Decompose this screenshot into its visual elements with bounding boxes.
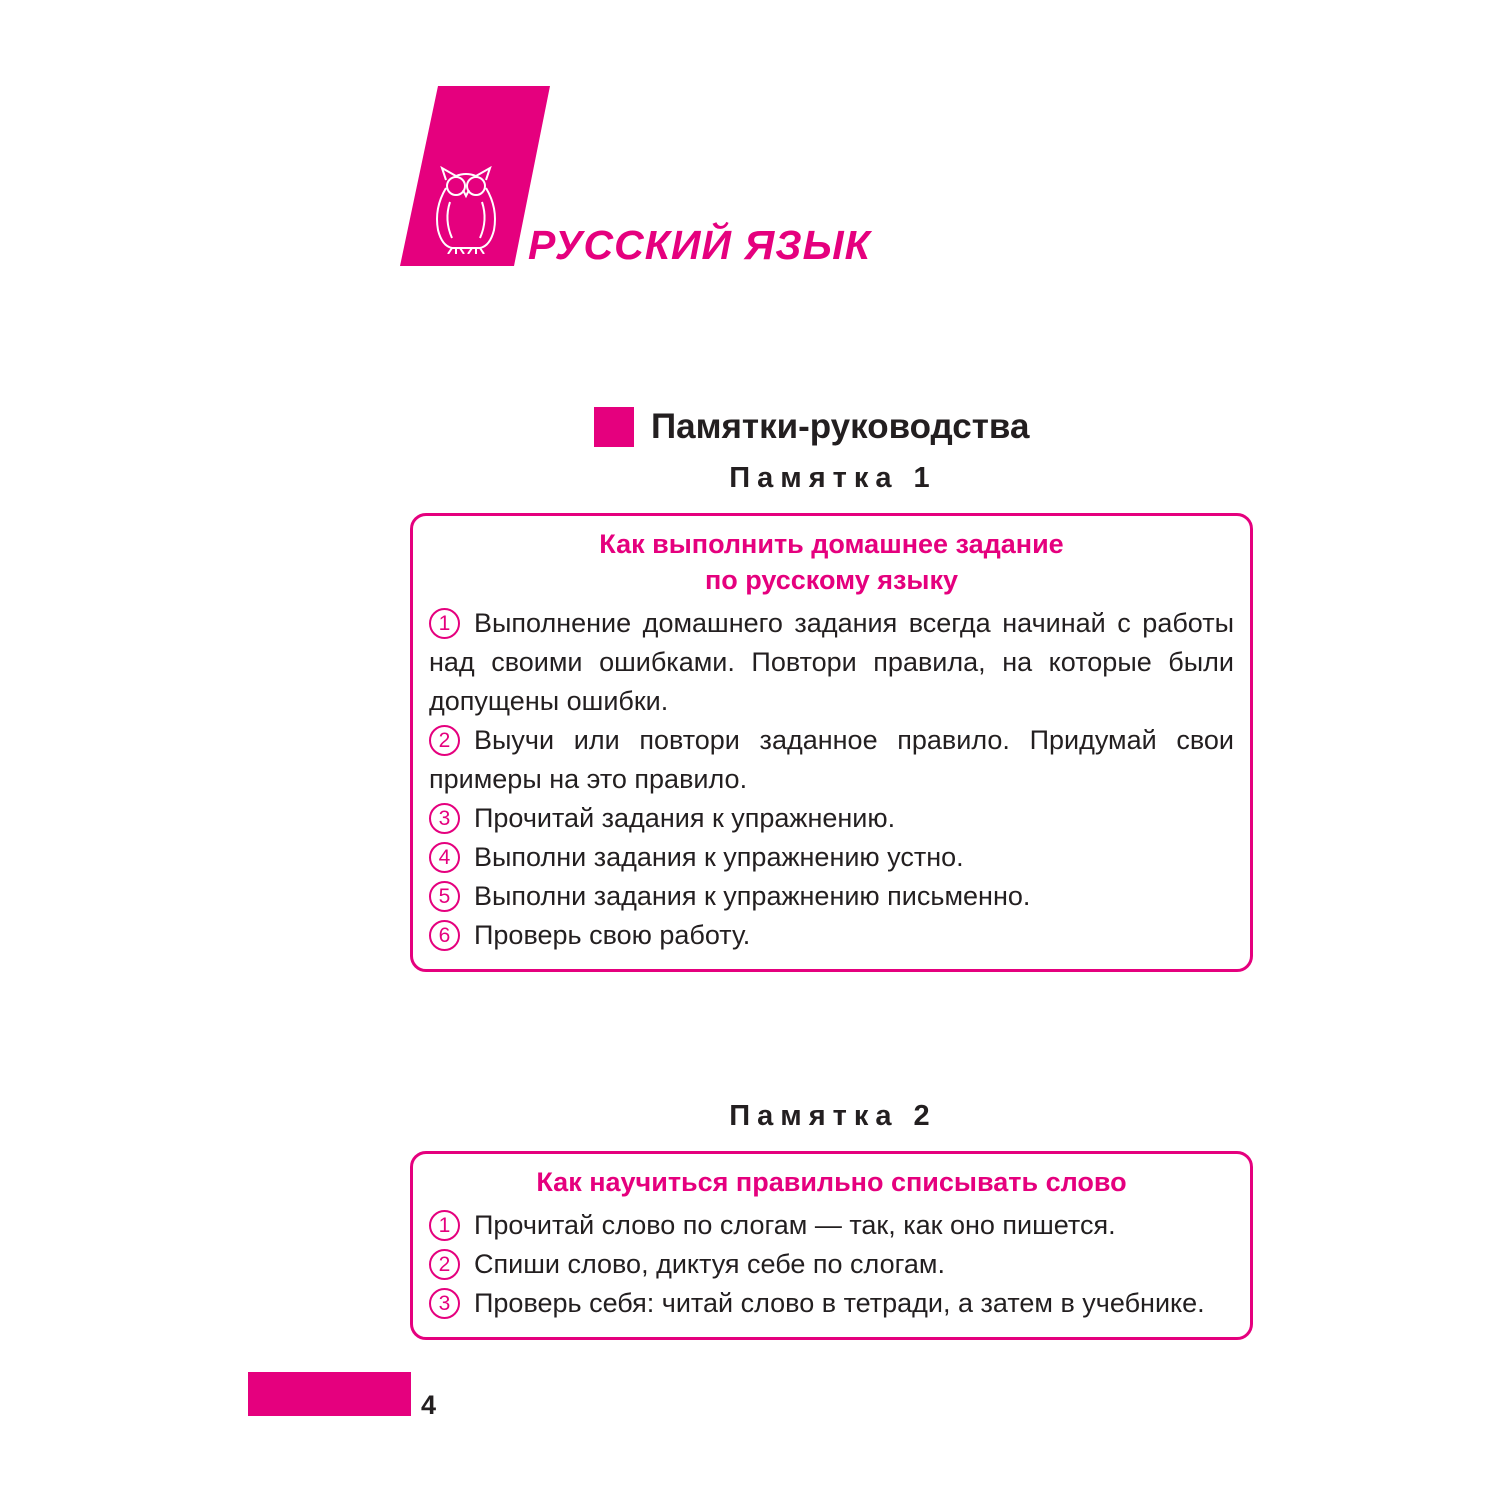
step-number-badge: 1 (429, 1210, 460, 1241)
step-number-badge: 2 (429, 725, 460, 756)
memo-step (429, 604, 1234, 721)
memo-steps (429, 1206, 1234, 1323)
step-text: Выполни задания к упражнению письменно. (474, 881, 1031, 911)
memo-step (429, 877, 1234, 916)
step-number-badge: 6 (429, 920, 460, 951)
step-text: Прочитай слово по слогам — так, как оно пишется. (474, 1210, 1116, 1240)
step-number-badge: 3 (429, 803, 460, 834)
memo-step (429, 1245, 1234, 1284)
memo-box (410, 513, 1253, 972)
step-text: Выполнение домашнего задания всегда начинай с работы над своими ошибками. Повтори правила, на которые были допущены ошибки. (429, 608, 1234, 716)
section-title: Памятки-руководства (651, 407, 1030, 446)
memo-steps (429, 604, 1234, 955)
memo-title-line: Как выполнить домашнее задание (599, 529, 1064, 559)
memo-title (429, 1164, 1234, 1200)
memo-step (429, 838, 1234, 877)
step-text: Проверь себя: читай слово в тетради, а затем в учебнике. (474, 1288, 1205, 1318)
section-heading (594, 404, 1029, 450)
memo-step (429, 916, 1234, 955)
owl-icon (432, 164, 500, 254)
memo-step (429, 721, 1234, 799)
memo-step (429, 1206, 1234, 1245)
page-number: 4 (421, 1390, 437, 1420)
memo-label: Памятка 1 (729, 462, 937, 494)
subject-title: РУССКИЙ ЯЗЫК (528, 222, 871, 268)
memo-title-line: по русскому языку (704, 565, 958, 595)
footer-bar (248, 1372, 411, 1416)
memo-step (429, 799, 1234, 838)
section-marker (594, 407, 634, 447)
step-number-badge: 3 (429, 1288, 460, 1319)
step-number-badge: 1 (429, 608, 460, 639)
memo-title (429, 526, 1234, 598)
step-number-badge: 5 (429, 881, 460, 912)
memo-step (429, 1284, 1234, 1323)
memo-title-line: Как научиться правильно списывать слово (536, 1167, 1127, 1197)
step-text: Проверь свою работу. (474, 920, 751, 950)
step-number-badge: 2 (429, 1249, 460, 1280)
step-text: Выучи или повтори заданное правило. Придумай свои примеры на это правило. (429, 725, 1234, 794)
step-number-badge: 4 (429, 842, 460, 873)
memo-label: Памятка 2 (729, 1100, 937, 1132)
step-text: Выполни задания к упражнению устно. (474, 842, 964, 872)
step-text: Прочитай задания к упражнению. (474, 803, 896, 833)
memo-box (410, 1151, 1253, 1340)
step-text: Спиши слово, диктуя себе по слогам. (474, 1249, 945, 1279)
